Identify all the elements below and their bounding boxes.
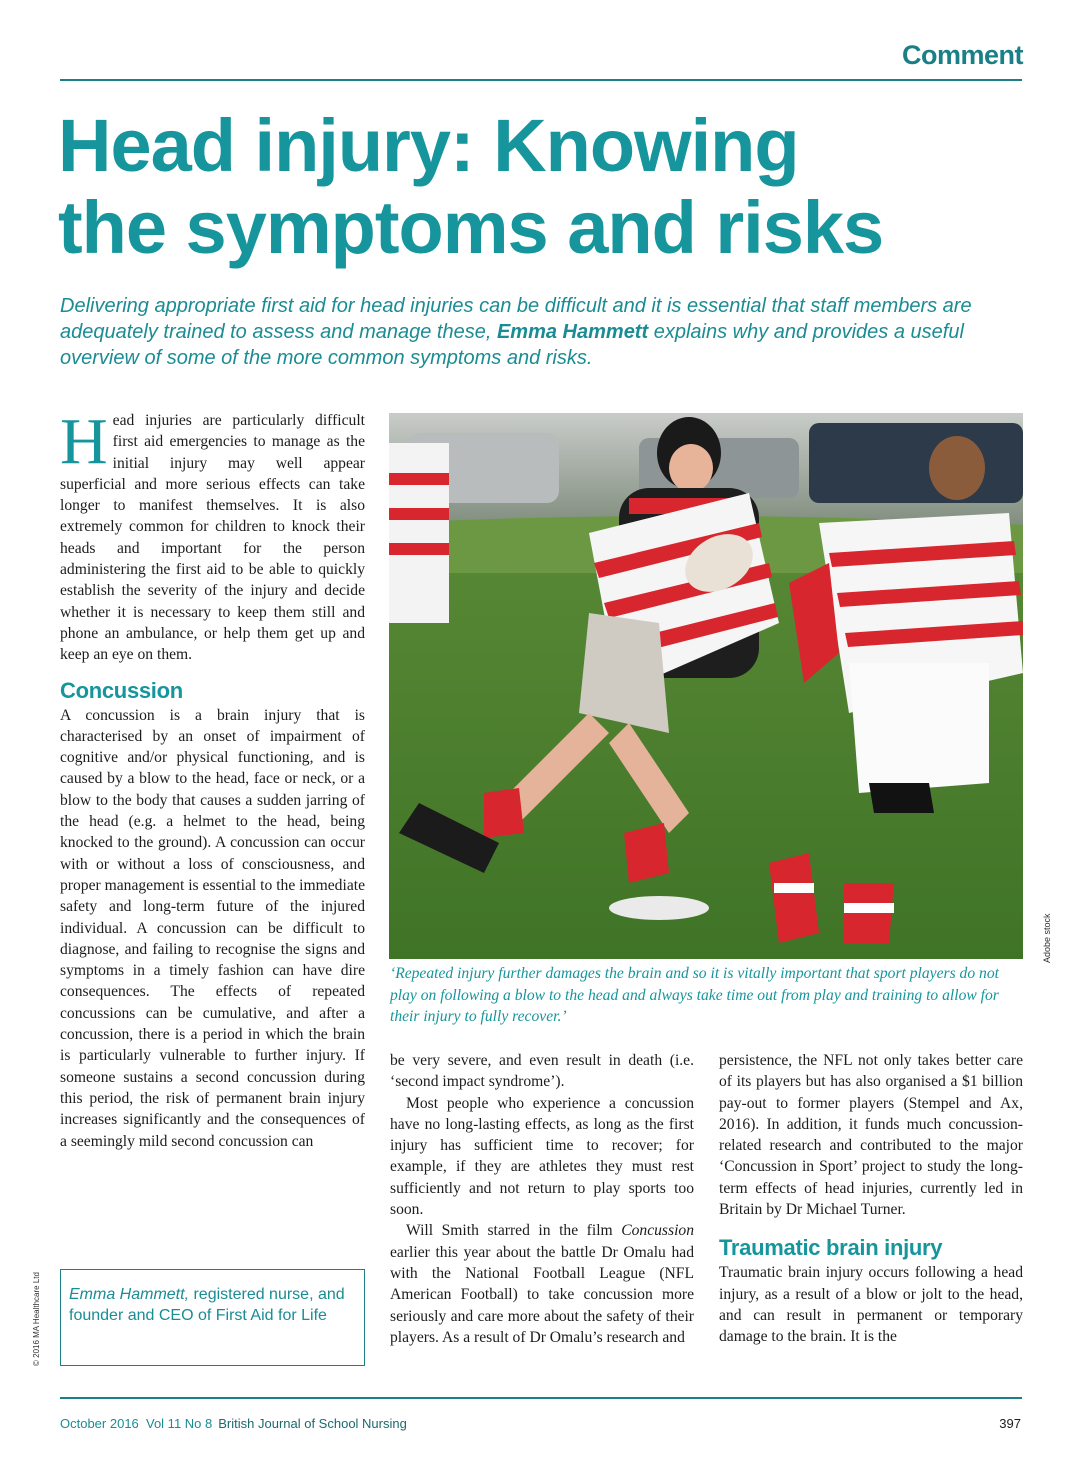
photo-caption: ‘Repeated injury further damages the brain and so it is vitally important that sport players do not play on following a blow to the head and always take time out from play and training to allow for their injury to fully recover.’ — [390, 965, 999, 1025]
column-3 — [719, 1050, 1023, 1348]
tbi-paragraph: Traumatic brain injury occurs following a head injury, as a result of a blow or jolt to the head, and can result in permanent or temporary damage to the brain. It is the — [719, 1264, 1023, 1346]
column-2 — [390, 1050, 694, 1348]
concussion-paragraph: A concussion is a brain injury that is characterised by an onset of impairment of cognitive and/or physical functioning, and is caused by a blow to the head, face or neck, or a blow to the body that causes a sudden jarring of the head (e.g. a helmet to the head, being knocked to the ground). A concussion can occur with or without a loss of consciousness, and proper management is essential to the immediate safety and long-term future of the injured individual. A concussion can be difficult to diagnose, and failing to recognise the signs and symptoms in a timely fashion can have dire consequences. The effects of repeated concussions can be cumulative, and after a concussion, there is a period in which the brain is particularly vulnerable to further injury. If someone sustains a second concussion during this period, the risk of permanent brain injury increases significantly and the consequences of a seemingly mild second concussion can — [60, 706, 365, 1150]
article-title-line-2: the symptoms and risks — [58, 186, 884, 269]
rugby-photo-illustration — [389, 413, 1023, 959]
column-1 — [60, 405, 365, 1152]
intro-paragraph — [60, 405, 365, 666]
standfirst-text-after: explains why and provides a useful overview of some of the more common symptoms and risks. — [60, 321, 964, 369]
standfirst-text-before: Delivering appropriate first aid for head injuries can be difficult and it is essential that staff members are adequately trained to assess and manage these, — [60, 295, 972, 343]
standfirst — [60, 293, 1030, 371]
footer — [60, 1416, 407, 1431]
intro-text: ead injuries are particularly difficult first aid emergencies to manage as the initial injury may well appear superficial and more serious effects can take longer to manifest themselves. It is also extremely common for children to knock their heads and important for the person administering the first aid to be able to quickly establish the severity of the injury and decide whether it is necessary to keep them still and phone an ambulance, or help them get up and keep an eye on them. — [60, 412, 365, 664]
author-description: registered nurse, and founder and CEO of First Aid for Life — [69, 1286, 345, 1324]
photo-credit: Adobe stock — [1042, 913, 1052, 963]
footer-journal: British Journal of School Nursing — [218, 1416, 407, 1431]
copyright-notice: © 2016 MA Healthcare Ltd — [32, 1272, 41, 1366]
rugby-photo — [389, 413, 1023, 959]
film-title: Concussion — [621, 1222, 694, 1240]
drop-cap: H — [60, 405, 108, 478]
col3-paragraph-1: persistence, the NFL not only takes better care of its players but has also organised a $1 billion pay-out to former players (Stempel and Ax, 2016). In addition, it funds much concussion-related research and contributed to the major ‘Concussion in Sport’ project to study the long-term effects of head injuries, currently led in Britain by Dr Michael Turner. — [719, 1052, 1023, 1219]
footer-issue: October 2016 Vol 11 No 8 — [60, 1416, 213, 1431]
article-title-line-1: Head injury: Knowing — [58, 104, 799, 187]
author-name: Emma Hammett, — [69, 1286, 190, 1303]
col2-paragraph-3-end: earlier this year about the battle Dr Omalu had with the National Football League (NFL American Football) to take concussion more seriously and care more about the safety of their players. As a result of Dr Omalu’s research and — [390, 1243, 694, 1346]
col2-paragraph-3-start: Will Smith starred in the film — [406, 1222, 622, 1240]
section-label: Comment — [901, 40, 1023, 70]
standfirst-author: Emma Hammett — [496, 321, 649, 343]
col2-paragraph-2: Most people who experience a concussion have no long-lasting effects, as long as the first injury has sufficient time to recover; for example, if they are athletes they must rest sufficiently and not return to play sports too soon. — [390, 1094, 694, 1219]
article-title — [58, 105, 1018, 269]
subhead-traumatic-brain-injury: Traumatic brain injury — [719, 1235, 943, 1261]
col2-paragraph-3 — [390, 1220, 694, 1348]
col2-paragraph-1: be very severe, and even result in death (i.e. ‘second impact syndrome’). — [390, 1052, 694, 1091]
author-box — [60, 1269, 365, 1366]
bottom-rule — [60, 1397, 1022, 1399]
top-rule — [60, 79, 1022, 81]
subhead-concussion: Concussion — [60, 677, 183, 703]
page-number: 397 — [999, 1416, 1021, 1431]
